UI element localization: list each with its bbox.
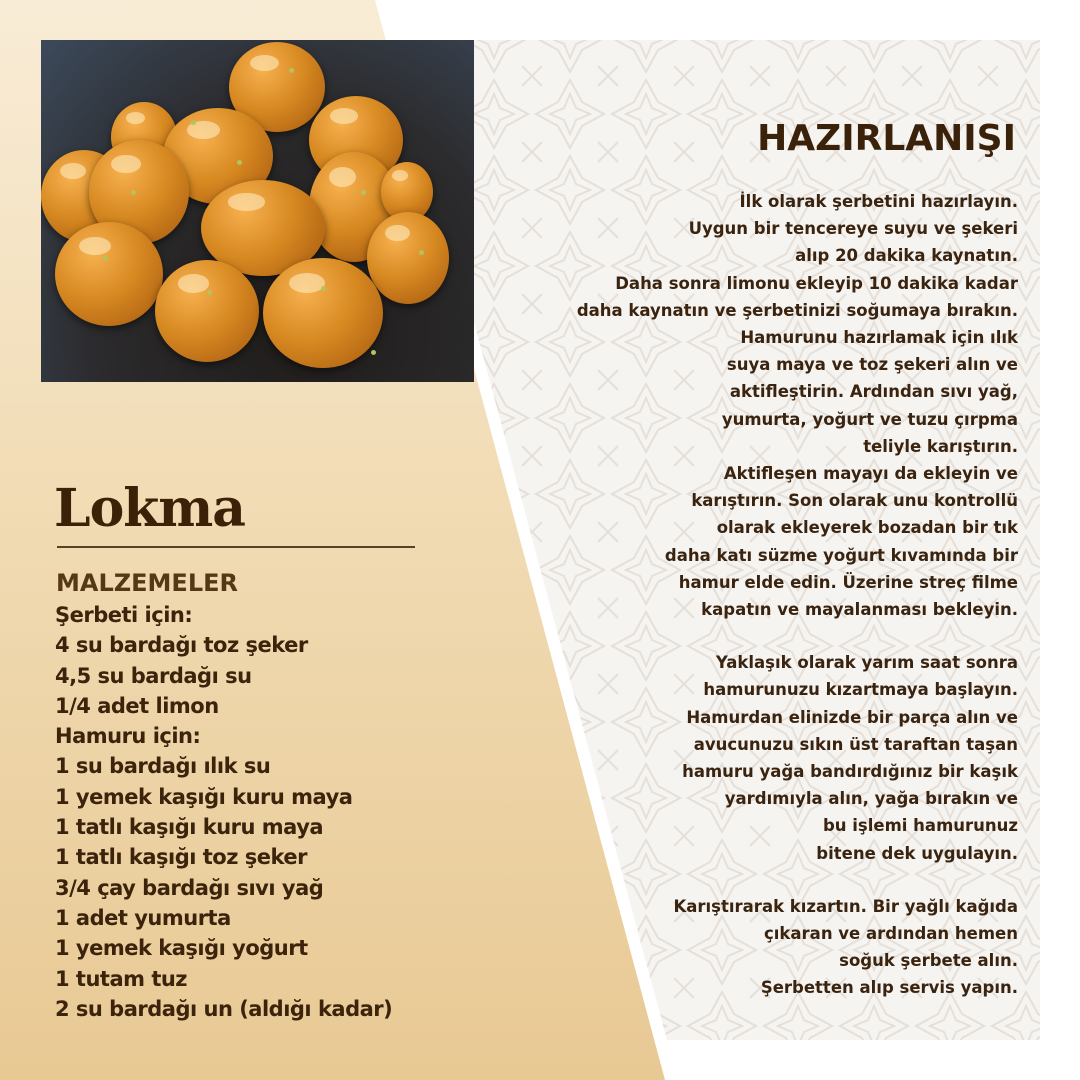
preparation-line: alıp 20 dakika kaynatın. <box>795 246 1018 266</box>
preparation-line: bitene dek uygulayın. <box>816 843 1018 863</box>
preparation-line: yumurta, yoğurt ve tuzu çırpma <box>721 409 1018 429</box>
ingredient-item: 2 su bardağı un (aldığı kadar) <box>55 996 393 1021</box>
ingredient-item: 4,5 su bardağı su <box>55 663 252 688</box>
ingredient-item: 1 yemek kaşığı kuru maya <box>55 784 353 809</box>
preparation-line: daha kaynatın ve şerbetinizi soğumaya bırakın. <box>576 300 1018 320</box>
preparation-line: bu işlemi hamurunuz <box>822 816 1018 836</box>
preparation-line: suya maya ve toz şekeri alın ve <box>726 355 1018 375</box>
preparation-line: karıştırın. Son olarak unu kontrollü <box>691 491 1018 511</box>
lokma-photo <box>41 40 474 382</box>
preparation-line: olarak ekleyerek bozadan bir tık <box>716 518 1018 538</box>
ingredient-item: 1/4 adet limon <box>55 693 219 718</box>
ingredients-heading: MALZEMELER <box>56 569 238 597</box>
preparation-paragraph <box>498 893 1018 1002</box>
ingredient-item: 3/4 çay bardağı sıvı yağ <box>55 875 324 900</box>
preparation-line: Şerbetten alıp servis yapın. <box>760 978 1018 998</box>
preparation-text <box>498 188 1018 1028</box>
preparation-line: soğuk şerbete alın. <box>839 951 1018 971</box>
ingredient-item: 1 adet yumurta <box>55 905 231 930</box>
title-divider <box>57 546 415 548</box>
ingredient-item: Hamuru için: <box>55 724 201 749</box>
preparation-heading: HAZIRLANIŞI <box>757 118 1016 159</box>
preparation-line: daha katı süzme yoğurt kıvamında bir <box>664 545 1018 565</box>
preparation-line: hamuru yağa bandırdığınız bir kaşık <box>682 762 1018 782</box>
ingredient-item: 1 tatlı kaşığı toz şeker <box>55 845 307 870</box>
dish-title: Lokma <box>54 478 245 539</box>
ingredient-item: 1 tatlı kaşığı kuru maya <box>55 815 324 840</box>
preparation-line: aktifleştirin. Ardından sıvı yağ, <box>729 382 1018 402</box>
ingredient-item: 4 su bardağı toz şeker <box>55 633 308 658</box>
ingredient-item: 1 su bardağı ılık su <box>55 754 271 779</box>
ingredient-item: 1 tutam tuz <box>55 966 188 991</box>
preparation-paragraph <box>498 649 1018 867</box>
ingredients-list <box>55 600 392 1024</box>
preparation-line: Karıştırarak kızartın. Bir yağlı kağıda <box>673 896 1018 916</box>
ingredient-item: 1 yemek kaşığı yoğurt <box>55 936 308 961</box>
preparation-line: kapatın ve mayalanması bekleyin. <box>701 600 1018 620</box>
preparation-line: Hamurdan elinizde bir parça alın ve <box>686 707 1018 727</box>
preparation-line: Uygun bir tencereye suyu ve şekeri <box>688 219 1018 239</box>
preparation-line: Aktifleşen mayayı da ekleyin ve <box>723 464 1018 484</box>
preparation-line: çıkaran ve ardından hemen <box>764 924 1018 944</box>
preparation-line: avucunuzu sıkın üst taraftan taşan <box>693 734 1018 754</box>
preparation-line: Daha sonra limonu ekleyip 10 dakika kadar <box>615 273 1018 293</box>
preparation-line: hamurunuzu kızartmaya başlayın. <box>703 680 1018 700</box>
ingredient-item: Şerbeti için: <box>55 603 193 627</box>
preparation-line: hamur elde edin. Üzerine streç filme <box>678 572 1018 592</box>
preparation-line: Yaklaşık olarak yarım saat sonra <box>715 653 1018 673</box>
preparation-line: teliyle karıştırın. <box>863 436 1018 456</box>
preparation-line: İlk olarak şerbetini hazırlayın. <box>739 192 1018 211</box>
preparation-line: Hamurunu hazırlamak için ılık <box>740 328 1018 348</box>
preparation-line: yardımıyla alın, yağa bırakın ve <box>724 789 1018 809</box>
preparation-paragraph <box>498 188 1018 623</box>
